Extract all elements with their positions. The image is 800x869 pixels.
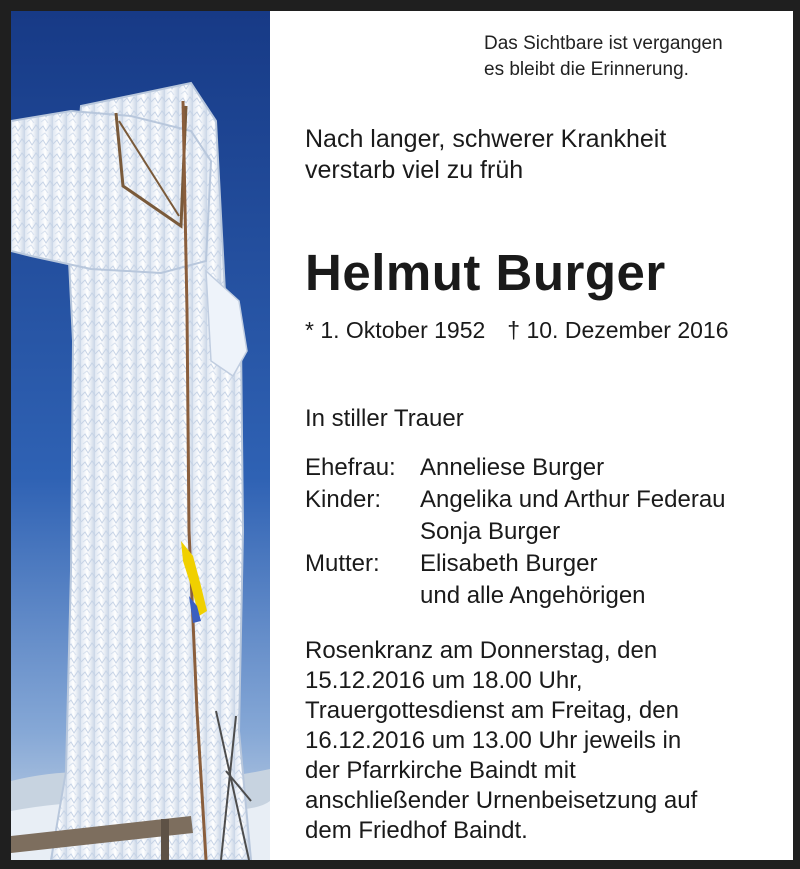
family-role: Ehefrau: — [305, 454, 396, 481]
intro-line: verstarb viel zu früh — [305, 156, 524, 184]
family-names — [420, 484, 726, 548]
family-list — [305, 452, 790, 612]
family-member: Anneliese Burger — [420, 454, 605, 481]
family-row — [305, 548, 790, 612]
death-date: † 10. Dezember 2016 — [507, 317, 729, 343]
details-line: Trauergottesdienst am Freitag, den — [305, 697, 679, 724]
family-row — [305, 484, 790, 548]
deceased-name: Helmut Burger — [305, 244, 666, 301]
family-names — [420, 452, 604, 484]
family-role: Mutter: — [305, 550, 380, 577]
frozen-summit-cross-photo — [11, 11, 270, 860]
funeral-details — [305, 636, 790, 846]
details-line: der Pfarrkirche Baindt mit — [305, 757, 576, 784]
details-line: anschließender Urnenbeisetzung auf — [305, 787, 698, 814]
family-role: Kinder: — [305, 486, 382, 513]
family-member: Angelika und Arthur Federau — [420, 486, 726, 513]
birth-date: * 1. Oktober 1952 — [305, 317, 486, 343]
details-line: Rosenkranz am Donnerstag, den — [305, 637, 658, 664]
details-line: dem Friedhof Baindt. — [305, 817, 528, 844]
details-line: 15.12.2016 um 18.00 Uhr, — [305, 667, 583, 694]
family-names — [420, 548, 646, 612]
motto-line: es bleibt die Erinnerung. — [484, 59, 689, 80]
details-line: 16.12.2016 um 13.00 Uhr jeweils in — [305, 727, 682, 754]
intro-text — [305, 124, 790, 186]
family-member: Elisabeth Burger — [420, 550, 598, 577]
mourning-title: In stiller Trauer — [305, 405, 464, 432]
family-member: Sonja Burger — [420, 518, 561, 545]
motto-line: Das Sichtbare ist vergangen — [484, 33, 723, 54]
life-dates — [305, 314, 790, 346]
family-member: und alle Angehörigen — [420, 582, 646, 609]
intro-line: Nach langer, schwerer Krankheit — [305, 125, 667, 153]
family-row — [305, 452, 790, 484]
motto — [484, 31, 723, 83]
